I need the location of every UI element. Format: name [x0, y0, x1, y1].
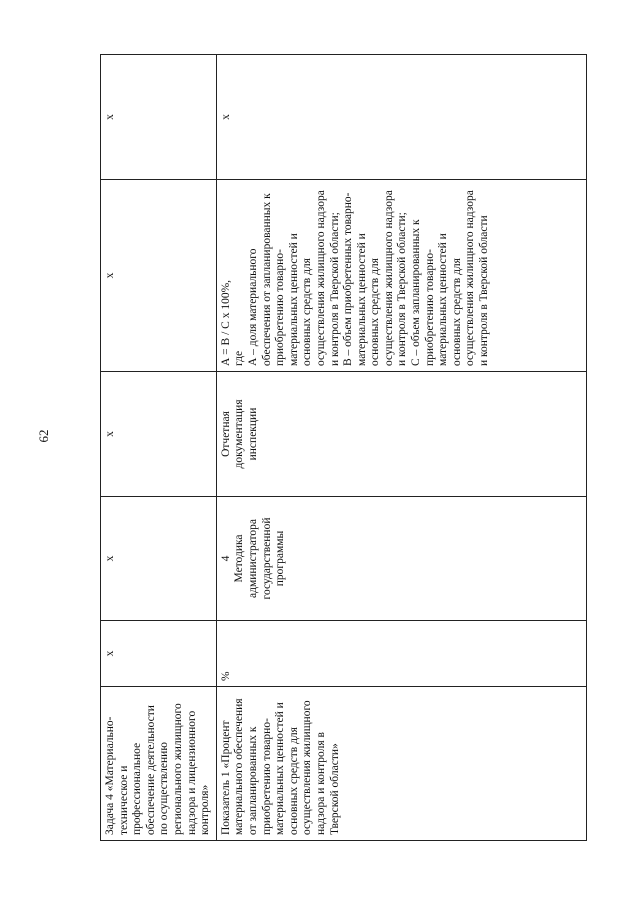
task-source-cell: х	[101, 372, 217, 497]
task-notes-cell: х	[101, 55, 217, 180]
task-formula-cell: х	[101, 180, 217, 372]
page-number: 62	[36, 429, 51, 443]
task-unit-cell: х	[101, 621, 217, 687]
task-method-cell: х	[101, 497, 217, 621]
task-description-cell: Задача 4 «Материально-техническое и профессиональное обеспечение деятельности по осуществлению регионального жилищного надзора и лицензионного контроля»	[101, 687, 217, 841]
indicator-method-cell: 4 Методика администратора государственной программы	[216, 497, 586, 621]
indicator-notes-cell: х	[216, 55, 586, 180]
rotated-table-container	[100, 55, 587, 841]
table-row-indicator	[216, 55, 586, 841]
indicator-formula-cell: А = В / С х 100%, где А – доля материального обеспечения от запланированных к приобретению товарно-материальных ценностей и основных средств для осуществления жилищного надзора и контроля в Тверской области; В – объем приобретенных товарно-материальных ценностей и основных средств для осуществления жилищного надзора и контроля в Тверской области; С – объем запланированных к приобретению товарно-материальных ценностей и основных средств для осуществления жилищного надзора и контроля в Тверской области	[216, 180, 586, 372]
indicator-source-cell: Отчетная документация инспекции	[216, 372, 586, 497]
indicator-description-cell: Показатель 1 «Процент материального обеспечения от запланированных к приобретению товарно-материальных ценностей и основных средств для осуществления жилищного надзора и контроля в Тверской области»	[216, 687, 586, 841]
table-row-task	[101, 55, 217, 841]
indicator-table	[100, 54, 587, 841]
indicator-unit-cell: %	[216, 621, 586, 687]
